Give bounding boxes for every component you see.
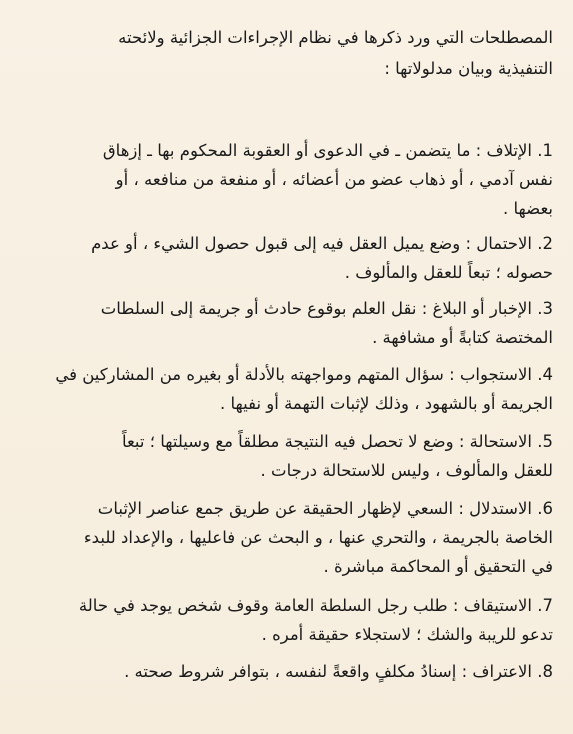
list-item bbox=[18, 294, 553, 352]
intro-line: التنفيذية وبيان مدلولاتها : bbox=[384, 59, 553, 78]
item-number: 3. bbox=[537, 299, 553, 318]
item-line bbox=[18, 427, 553, 456]
item-text: الاستيقاف : طلب رجل السلطة العامة وقوف شخص يوجد في حالة bbox=[78, 596, 532, 615]
item-line: الجريمة أو بالشهود ، وذلك لإثبات التهمة أو نفيها . bbox=[220, 394, 553, 413]
terms-list bbox=[18, 136, 553, 686]
item-number: 2. bbox=[537, 234, 553, 253]
item-line bbox=[18, 360, 553, 389]
item-line bbox=[18, 294, 553, 323]
item-line bbox=[18, 229, 553, 258]
item-text: الاستحالة : وضع لا تحصل فيه النتيجة مطلقاً مع وسيلتها ؛ تبعاً bbox=[121, 432, 532, 451]
list-item bbox=[18, 427, 553, 485]
item-line: حصوله ؛ تبعاً للعقل والمألوف . bbox=[344, 263, 553, 282]
item-line: في التحقيق أو المحاكمة مباشرة . bbox=[323, 557, 553, 576]
item-number: 8. bbox=[537, 662, 553, 681]
list-item bbox=[18, 136, 553, 223]
item-text: الاستدلال : السعي لإظهار الحقيقة عن طريق جمع عناصر الإثبات bbox=[97, 499, 532, 518]
item-text: الإخبار أو البلاغ : نقل العلم بوقوع حادث أو جريمة إلى السلطات bbox=[100, 299, 532, 318]
list-item bbox=[18, 591, 553, 649]
item-line bbox=[18, 136, 553, 165]
intro-paragraph bbox=[18, 22, 553, 84]
list-item bbox=[18, 494, 553, 581]
item-line: للعقل والمألوف ، وليس للاستحالة درجات . bbox=[260, 461, 553, 480]
item-line bbox=[18, 591, 553, 620]
list-item bbox=[18, 657, 553, 686]
item-text: الإتلاف : ما يتضمن ـ في الدعوى أو العقوبة المحكوم بها ـ إزهاق bbox=[102, 141, 532, 160]
item-number: 7. bbox=[537, 596, 553, 615]
item-line: المختصة كتابةً أو مشافهة . bbox=[372, 328, 553, 347]
item-text: الاعتراف : إسنادُ مكلفٍ واقعةً لنفسه ، بتوافر شروط صحته . bbox=[124, 662, 532, 681]
item-line: الخاصة بالجريمة ، والتحري عنها ، و البحث عن فاعليها ، والإعداد للبدء bbox=[83, 528, 553, 547]
item-line bbox=[18, 657, 553, 686]
item-number: 6. bbox=[537, 499, 553, 518]
item-line: نفس آدمي ، أو ذهاب عضو من أعضائه ، أو منفعة من منافعه ، أو bbox=[115, 170, 553, 189]
list-item bbox=[18, 229, 553, 287]
item-number: 1. bbox=[537, 141, 553, 160]
item-text: الاحتمال : وضع يميل العقل فيه إلى قبول حصول الشيء ، أو عدم bbox=[91, 234, 532, 253]
intro-line: المصطلحات التي ورد ذكرها في نظام الإجراءات الجزائية ولائحته bbox=[118, 28, 553, 47]
item-number: 4. bbox=[537, 365, 553, 384]
list-item bbox=[18, 360, 553, 418]
item-number: 5. bbox=[537, 432, 553, 451]
item-line: تدعو للريبة والشك ؛ لاستجلاء حقيقة أمره . bbox=[261, 625, 553, 644]
item-text: الاستجواب : سؤال المتهم ومواجهته بالأدلة أو بغيره من المشاركين في bbox=[55, 365, 532, 384]
item-line: بعضها . bbox=[503, 199, 553, 218]
item-line bbox=[18, 494, 553, 523]
